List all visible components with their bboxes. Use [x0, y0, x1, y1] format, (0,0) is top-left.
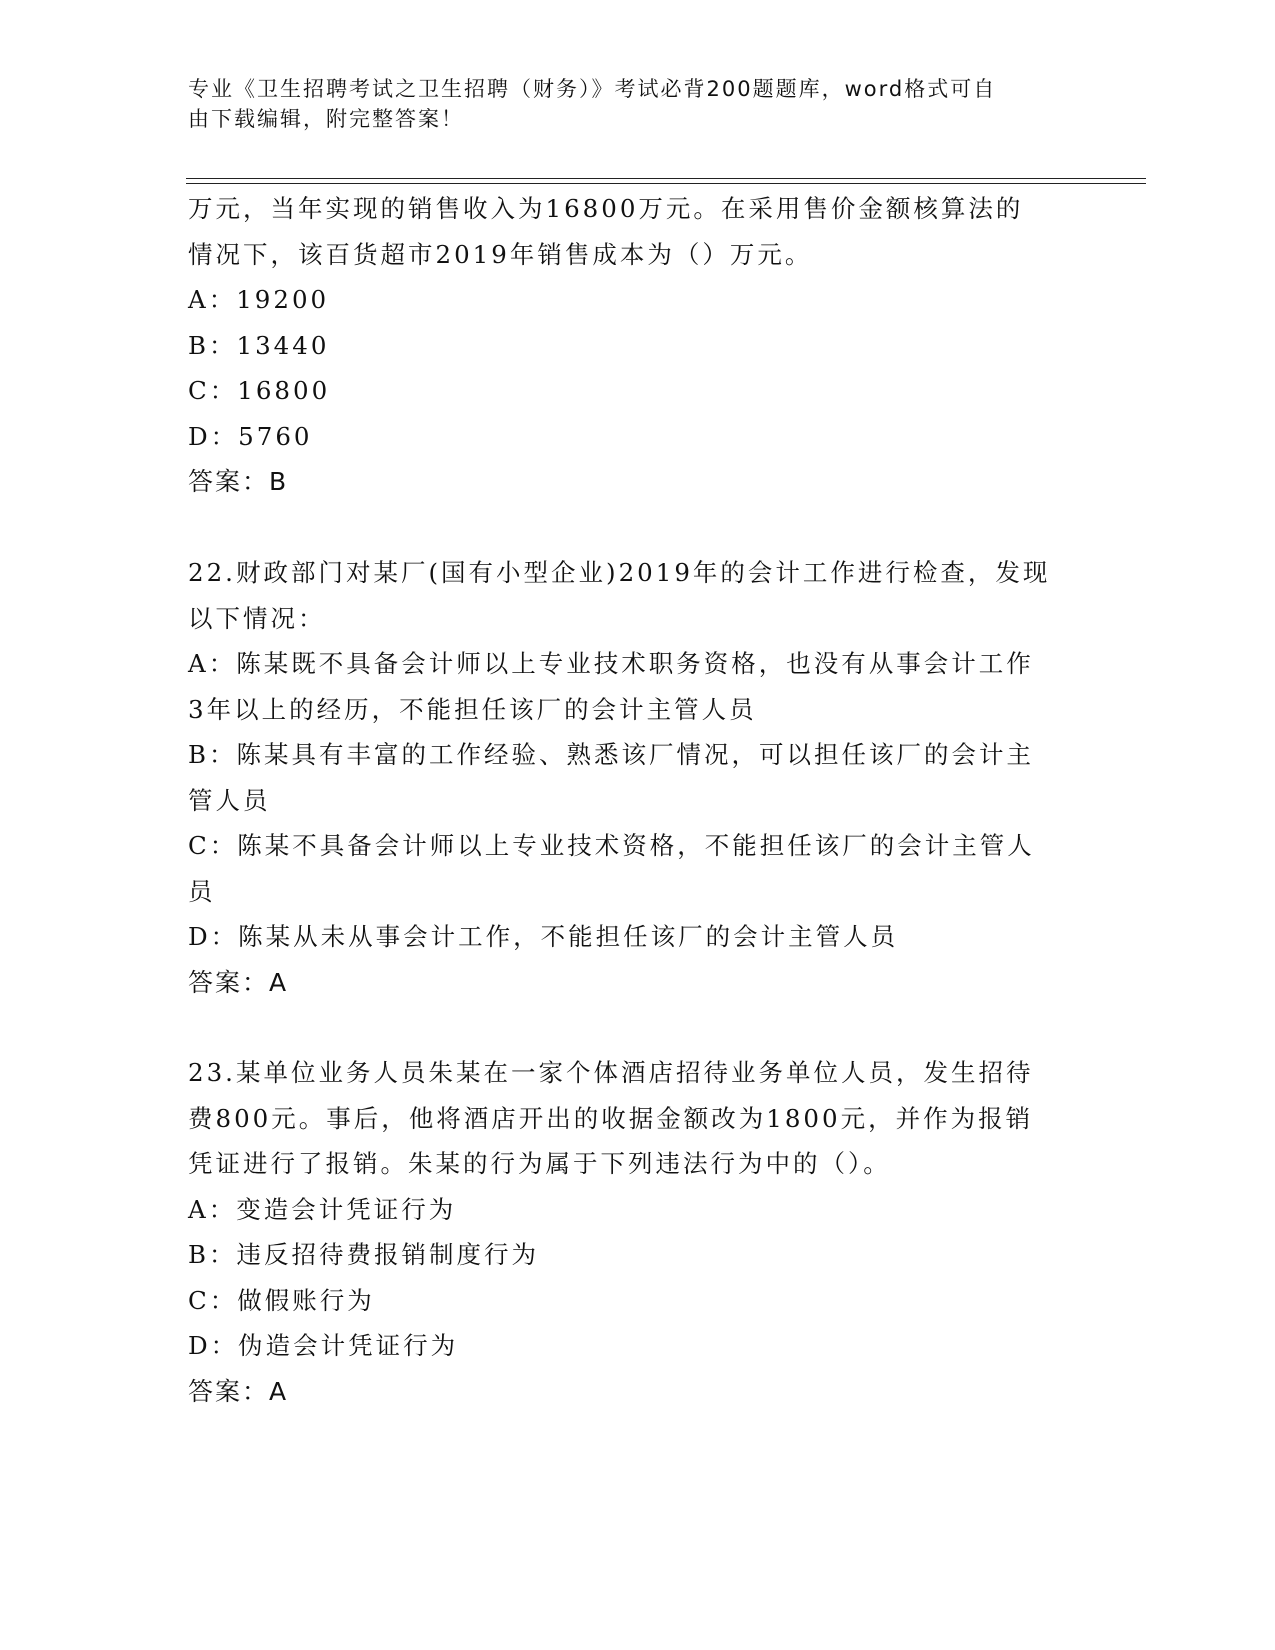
option-d: D：陈某从未从事会计工作，不能担任该厂的会计主管人员	[188, 922, 899, 951]
option-c: C：16800	[188, 376, 331, 405]
header-title-line-2: 由下载编辑，附完整答案！	[188, 107, 464, 131]
question-22	[188, 550, 1078, 1005]
option-c: C：做假账行为	[188, 1285, 375, 1315]
option-b: B：13440	[188, 330, 330, 360]
option-a: A：陈某既不具备会计师以上专业技术职务资格，也没有从事会计工作	[188, 649, 1034, 678]
question-21	[188, 186, 1078, 505]
question-text-line: 以下情况：	[188, 603, 326, 633]
option-b: B：陈某具有丰富的工作经验、熟悉该厂情况，可以担任该厂的会计主	[188, 740, 1035, 769]
question-text-line: 凭证进行了报销。朱某的行为属于下列违法行为中的（）。	[188, 1149, 891, 1178]
option-c: C：陈某不具备会计师以上专业技术资格，不能担任该厂的会计主管人	[188, 831, 1035, 860]
header-title-line-1: 专业《卫生招聘考试之卫生招聘（财务）》考试必背200题题库，word格式可自	[188, 77, 997, 101]
option-d: D：伪造会计凭证行为	[188, 1331, 459, 1360]
option-a-continued: 3年以上的经历，不能担任该厂的会计主管人员	[188, 694, 757, 724]
option-b-continued: 管人员	[188, 785, 271, 815]
option-b: B：违反招待费报销制度行为	[188, 1240, 540, 1269]
header-divider-bottom	[186, 183, 1146, 184]
answer-line: 答案：A	[188, 1376, 289, 1406]
option-d: D：5760	[188, 421, 313, 451]
question-text-line: 费800元。事后，他将酒店开出的收据金额改为1800元，并作为报销	[188, 1103, 1034, 1133]
answer-line: 答案：B	[188, 467, 289, 496]
question-text-line: 22.财政部门对某厂(国有小型企业)2019年的会计工作进行检查，发现	[188, 558, 1051, 587]
option-a: A：19200	[188, 285, 330, 314]
option-c-continued: 员	[188, 876, 216, 906]
option-a: A：变造会计凭证行为	[188, 1194, 457, 1224]
question-23	[188, 1050, 1078, 1414]
question-text-line: 情况下，该百货超市2019年销售成本为（）万元。	[188, 239, 813, 269]
document-header	[188, 74, 1068, 134]
header-divider-top	[186, 178, 1146, 179]
question-text-line: 万元，当年实现的销售收入为16800万元。在采用售价金额核算法的	[188, 194, 1024, 223]
question-text-line: 23.某单位业务人员朱某在一家个体酒店招待业务单位人员，发生招待	[188, 1058, 1034, 1087]
answer-line: 答案：A	[188, 967, 289, 997]
